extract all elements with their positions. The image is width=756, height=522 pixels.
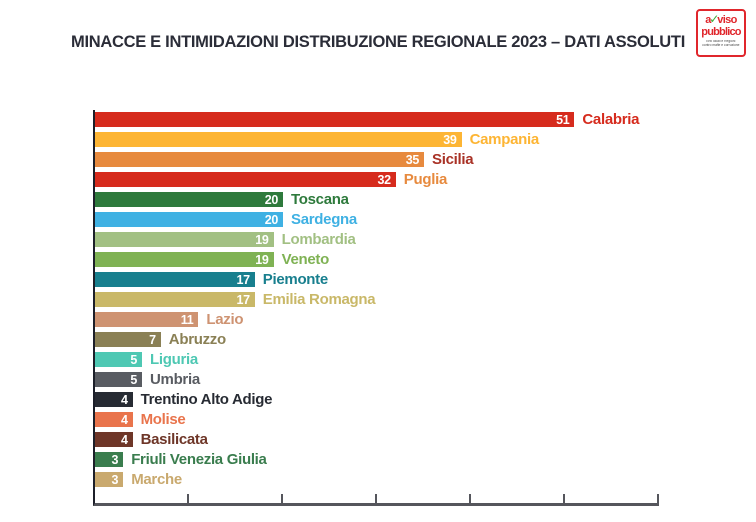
region-label: Molise <box>140 411 186 428</box>
region-label: Trentino Alto Adige <box>140 391 273 408</box>
region-label: Veneto <box>281 251 329 268</box>
bar-value-label: 3 <box>111 472 119 487</box>
bar-lombardia <box>95 232 274 247</box>
x-axis-tick <box>469 494 471 503</box>
bar-value-label: 5 <box>130 352 137 367</box>
chart-title: MINACCE E INTIMIDAZIONI DISTRIBUZIONE REGIONALE 2023 – DATI ASSOLUTI <box>71 33 685 51</box>
region-label: Liguria <box>150 351 198 368</box>
bar-value-label: 5 <box>130 372 137 387</box>
bar-row <box>95 312 659 327</box>
bar-molise <box>95 412 133 427</box>
bar-row <box>95 192 659 207</box>
bar-puglia <box>95 172 396 187</box>
bar-row <box>95 392 659 407</box>
check-icon: ✓ <box>709 11 719 26</box>
bars-container <box>95 112 659 492</box>
bar-chart-plot-area <box>93 110 659 506</box>
logo-word-pubblico: pubblico <box>701 25 741 38</box>
bar-lazio <box>95 312 198 327</box>
bar-row <box>95 372 659 387</box>
region-label: Marche <box>131 471 182 488</box>
region-label: Friuli Venezia Giulia <box>131 451 267 468</box>
bar-value-label: 17 <box>236 272 250 287</box>
bar-toscana <box>95 192 283 207</box>
region-label: Lazio <box>206 311 244 328</box>
bar-liguria <box>95 352 142 367</box>
bar-value-label: 20 <box>264 212 278 227</box>
bar-veneto <box>95 252 274 267</box>
region-label: Toscana <box>291 191 349 208</box>
region-label: Puglia <box>403 171 448 188</box>
region-label: Sardegna <box>291 211 357 228</box>
bar-row <box>95 472 659 487</box>
bar-row <box>95 352 659 367</box>
bar-campania <box>95 132 462 147</box>
bar-value-label: 4 <box>120 392 128 407</box>
bar-value-label: 20 <box>264 192 278 207</box>
region-label: Piemonte <box>262 271 328 288</box>
bar-value-label: 19 <box>255 232 269 247</box>
bar-row <box>95 112 659 127</box>
bar-row <box>95 272 659 287</box>
bar-value-label: 3 <box>111 452 119 467</box>
logo-word-avviso: a✓viso <box>705 11 737 26</box>
x-axis-tick <box>187 494 189 503</box>
x-axis-tick <box>657 494 659 503</box>
bar-row <box>95 412 659 427</box>
bar-row <box>95 172 659 187</box>
region-label: Campania <box>469 131 539 148</box>
bar-row <box>95 452 659 467</box>
bar-value-label: 4 <box>120 432 128 447</box>
bar-row <box>95 252 659 267</box>
bar-umbria <box>95 372 142 387</box>
region-label: Basilicata <box>140 431 208 448</box>
bar-sardegna <box>95 212 283 227</box>
bar-emilia-romagna <box>95 292 255 307</box>
bar-value-label: 35 <box>405 152 419 167</box>
bar-basilicata <box>95 432 133 447</box>
x-axis-tick <box>281 494 283 503</box>
bar-trentino-alto-adige <box>95 392 133 407</box>
x-axis-tick <box>375 494 377 503</box>
bar-friuli-venezia-giulia <box>95 452 123 467</box>
bar-sicilia <box>95 152 424 167</box>
bar-row <box>95 432 659 447</box>
x-axis-tick <box>563 494 565 503</box>
bar-value-label: 11 <box>180 312 194 327</box>
region-label: Emilia Romagna <box>262 291 376 308</box>
avviso-pubblico-logo <box>696 9 746 57</box>
bar-value-label: 32 <box>377 172 391 187</box>
bar-row <box>95 292 659 307</box>
region-label: Lombardia <box>281 231 356 248</box>
bar-calabria <box>95 112 574 127</box>
bar-value-label: 4 <box>120 412 128 427</box>
region-label: Sicilia <box>432 151 474 168</box>
bar-row <box>95 152 659 167</box>
region-label: Abruzzo <box>168 331 226 348</box>
bar-row <box>95 332 659 347</box>
bar-value-label: 51 <box>556 112 570 127</box>
bar-abruzzo <box>95 332 161 347</box>
bar-piemonte <box>95 272 255 287</box>
logo-tagline: Enti locali e Regioni contro mafie e corruzione <box>702 39 740 47</box>
region-label: Umbria <box>150 371 200 388</box>
bar-row <box>95 212 659 227</box>
bar-value-label: 17 <box>236 292 250 307</box>
bar-value-label: 7 <box>149 332 156 347</box>
bar-value-label: 19 <box>255 252 269 267</box>
bar-value-label: 39 <box>443 132 457 147</box>
bar-row <box>95 132 659 147</box>
bar-row <box>95 232 659 247</box>
bar-marche <box>95 472 123 487</box>
region-label: Calabria <box>582 111 640 128</box>
